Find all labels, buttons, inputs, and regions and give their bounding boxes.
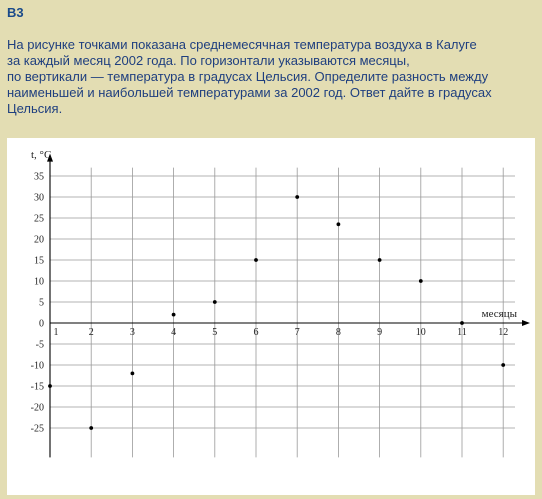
y-tick-label: 10	[34, 276, 44, 288]
data-point	[460, 321, 464, 325]
data-point	[337, 222, 341, 226]
x-tick-label: 9	[377, 327, 383, 338]
y-tick-label: -25	[30, 423, 44, 435]
y-tick-label: 25	[34, 213, 44, 225]
task-text: На рисунке точками показана среднемесячная температура воздуха в Калуге за каждый месяц 2002 года. По горизонтали указываются месяцы, по вертикали — температура в градусах Цельсия. Определите разность между наименьшей и наибольшей температурами за 2002 год. Ответ дайте в градусах Цельсия.	[7, 37, 492, 116]
y-tick-label: 20	[34, 234, 44, 246]
x-tick-label: 8	[335, 327, 341, 338]
y-tick-label: 0	[39, 318, 44, 330]
y-axis-title: t, °C	[31, 149, 52, 161]
data-point	[378, 258, 382, 262]
y-tick-label: 30	[34, 192, 44, 204]
x-tick-label: 10	[415, 327, 426, 338]
x-tick-label: 12	[498, 327, 509, 338]
temperature-chart	[7, 138, 535, 495]
chart-panel	[7, 138, 535, 495]
data-point	[501, 363, 505, 367]
data-point	[213, 300, 217, 304]
data-point	[172, 313, 176, 317]
y-tick-label: 15	[34, 255, 44, 267]
data-point	[254, 258, 258, 262]
y-tick-label: -10	[30, 360, 44, 372]
data-point	[89, 426, 93, 430]
y-tick-label: -20	[30, 402, 44, 414]
data-point	[419, 279, 423, 283]
data-point	[295, 195, 299, 199]
task-label: B3	[7, 5, 24, 20]
data-point	[48, 384, 52, 388]
x-axis-arrow	[522, 320, 530, 326]
y-tick-label: 5	[39, 297, 44, 309]
x-tick-label: 4	[171, 327, 177, 338]
y-tick-label: -15	[30, 381, 44, 393]
x-tick-label: 11	[457, 327, 467, 338]
y-tick-label: 35	[34, 171, 44, 183]
x-tick-label: 1	[53, 327, 59, 338]
x-tick-label: 6	[253, 327, 259, 338]
x-tick-label: 5	[212, 327, 218, 338]
x-tick-label: 2	[88, 327, 94, 338]
y-tick-label: -5	[35, 339, 44, 351]
x-tick-label: 3	[129, 327, 135, 338]
x-tick-label: 7	[294, 327, 300, 338]
data-point	[131, 372, 135, 376]
x-axis-title: месяцы	[481, 308, 517, 320]
